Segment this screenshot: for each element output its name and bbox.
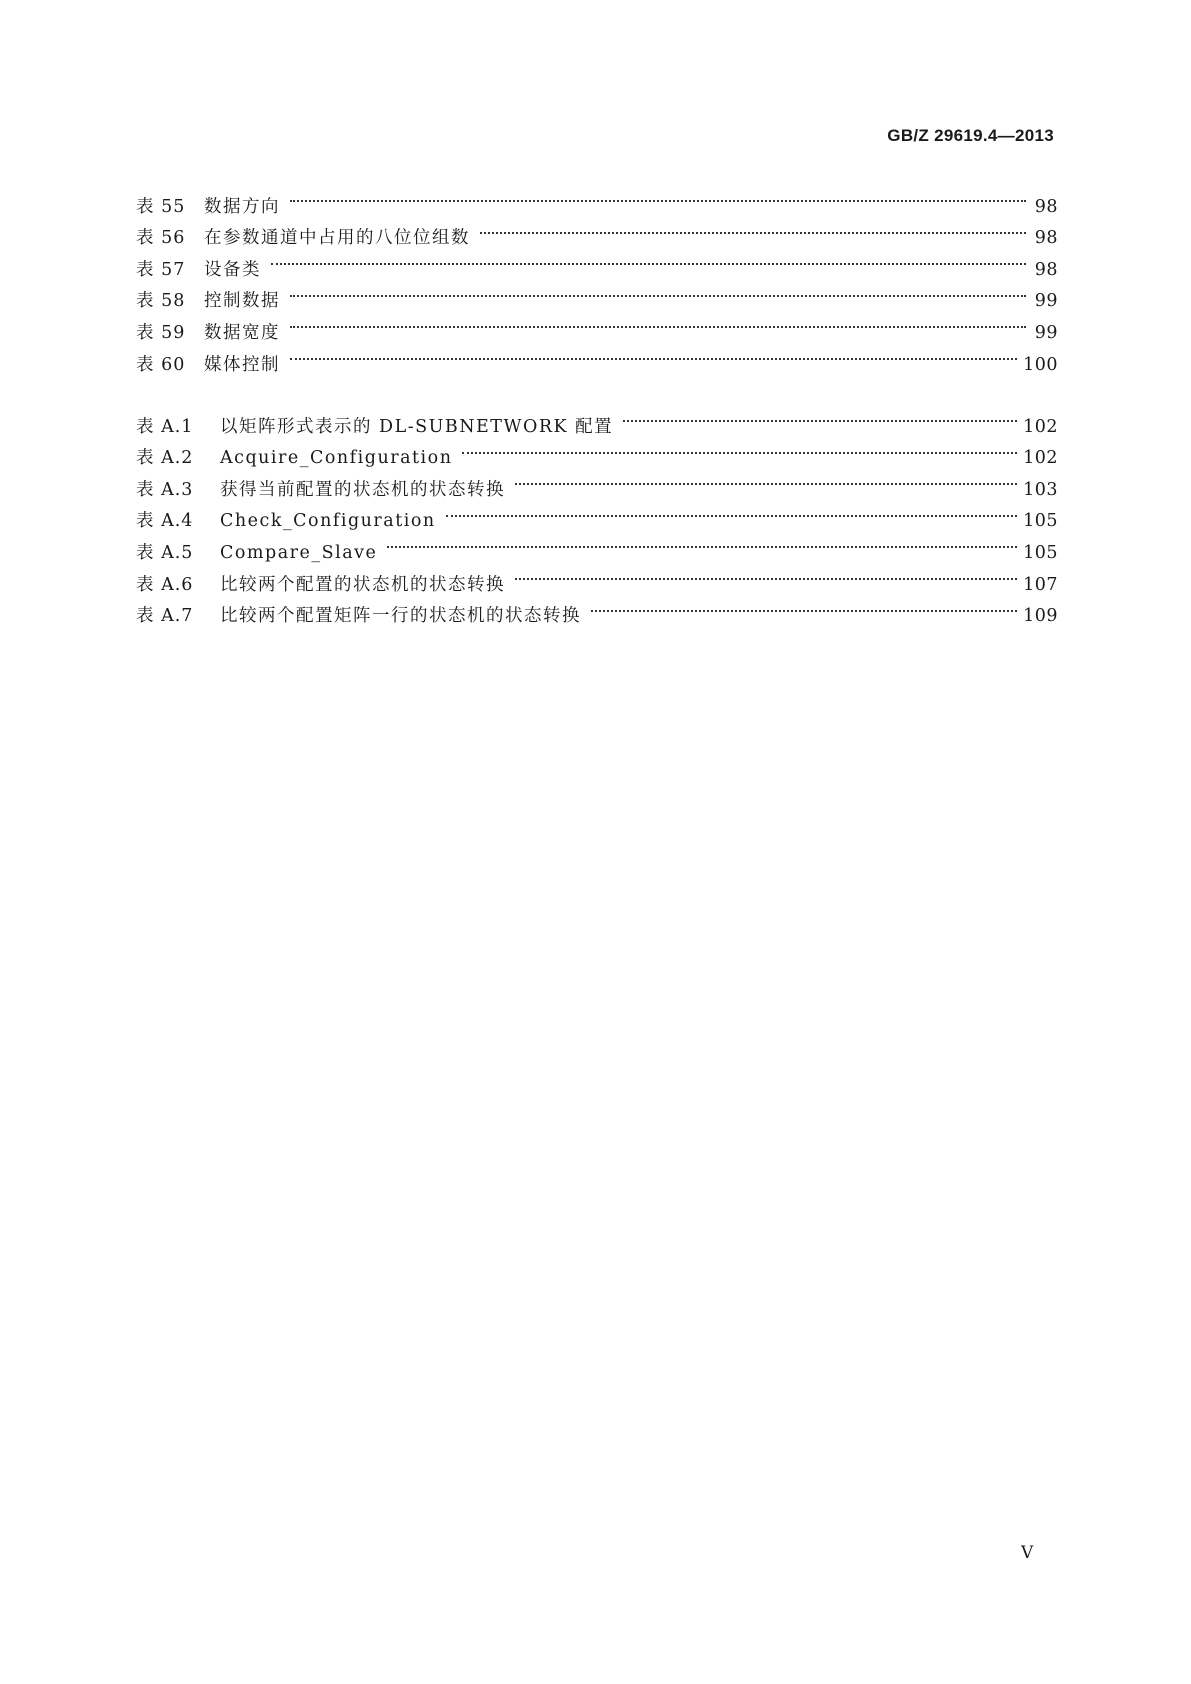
dot-leader [591, 590, 1017, 622]
dot-leader [290, 306, 1026, 338]
toc-entry-title: 获得当前配置的状态机的状态转换 [220, 479, 505, 500]
toc-entry-page: 99 [1034, 291, 1058, 312]
toc-entry-label: 表 A.5 [136, 542, 194, 563]
toc-entry-page: 103 [1023, 479, 1058, 500]
toc-entry-page: 100 [1023, 354, 1058, 375]
toc-entry-page: 107 [1023, 574, 1058, 595]
toc-entry-label: 表 56 [136, 228, 186, 249]
toc-entry-title: 数据方向 [204, 196, 280, 217]
toc-entry-page: 98 [1034, 196, 1058, 217]
toc-entry-page: 99 [1034, 322, 1058, 343]
toc-entry-label: 表 A.7 [136, 606, 194, 627]
toc-entry[interactable] [136, 400, 1058, 437]
dot-leader [290, 180, 1026, 212]
toc-entry-title: 设备类 [204, 259, 261, 280]
dot-leader [462, 432, 1017, 464]
toc-entry[interactable] [136, 180, 1058, 217]
dot-leader [271, 243, 1026, 275]
dot-leader [290, 275, 1026, 307]
toc-entry[interactable] [136, 275, 1058, 312]
toc-entry-title: 以矩阵形式表示的 DL-SUBNETWORK 配置 [220, 416, 614, 437]
toc-entry-title: 比较两个配置的状态机的状态转换 [220, 574, 505, 595]
dot-leader [290, 338, 1017, 370]
table-list-annex [136, 400, 1058, 627]
toc-entry-title: Compare_Slave [220, 542, 378, 563]
toc-entry-label: 表 A.3 [136, 479, 194, 500]
toc-entry-label: 表 A.6 [136, 574, 194, 595]
toc-entry-title: 数据宽度 [204, 322, 280, 343]
toc-entry-title: 在参数通道中占用的八位位组数 [204, 228, 470, 249]
dot-leader [387, 526, 1017, 558]
toc-entry-title: 比较两个配置矩阵一行的状态机的状态转换 [220, 606, 581, 627]
toc-entry-label: 表 A.4 [136, 511, 194, 532]
toc-entry-page: 102 [1023, 416, 1058, 437]
toc-entry[interactable] [136, 243, 1058, 280]
table-list-main [136, 180, 1058, 375]
dot-leader [623, 400, 1017, 432]
toc-entry-label: 表 59 [136, 322, 186, 343]
dot-leader [515, 558, 1017, 590]
toc-entry-label: 表 60 [136, 354, 186, 375]
toc-entry-label: 表 58 [136, 291, 186, 312]
page-number: V [1021, 1543, 1034, 1563]
dot-leader [480, 212, 1026, 244]
toc-entry-title: Acquire_Configuration [220, 448, 453, 469]
toc-entry-page: 98 [1034, 259, 1058, 280]
toc-entry-title: 媒体控制 [204, 354, 280, 375]
toc-entry-page: 109 [1023, 606, 1058, 627]
dot-leader [446, 495, 1017, 527]
toc-entry-page: 102 [1023, 448, 1058, 469]
toc-entry-label: 表 A.1 [136, 416, 194, 437]
toc-entry-title: Check_Configuration [220, 511, 436, 532]
toc-entry-title: 控制数据 [204, 291, 280, 312]
toc-entry-page: 98 [1034, 228, 1058, 249]
standard-code: GB/Z 29619.4—2013 [887, 126, 1054, 145]
toc-entry-page: 105 [1023, 542, 1058, 563]
toc-entry-page: 105 [1023, 511, 1058, 532]
toc-entry-label: 表 57 [136, 259, 186, 280]
toc-entry-label: 表 55 [136, 196, 186, 217]
toc-entry-label: 表 A.2 [136, 448, 194, 469]
dot-leader [515, 463, 1017, 495]
